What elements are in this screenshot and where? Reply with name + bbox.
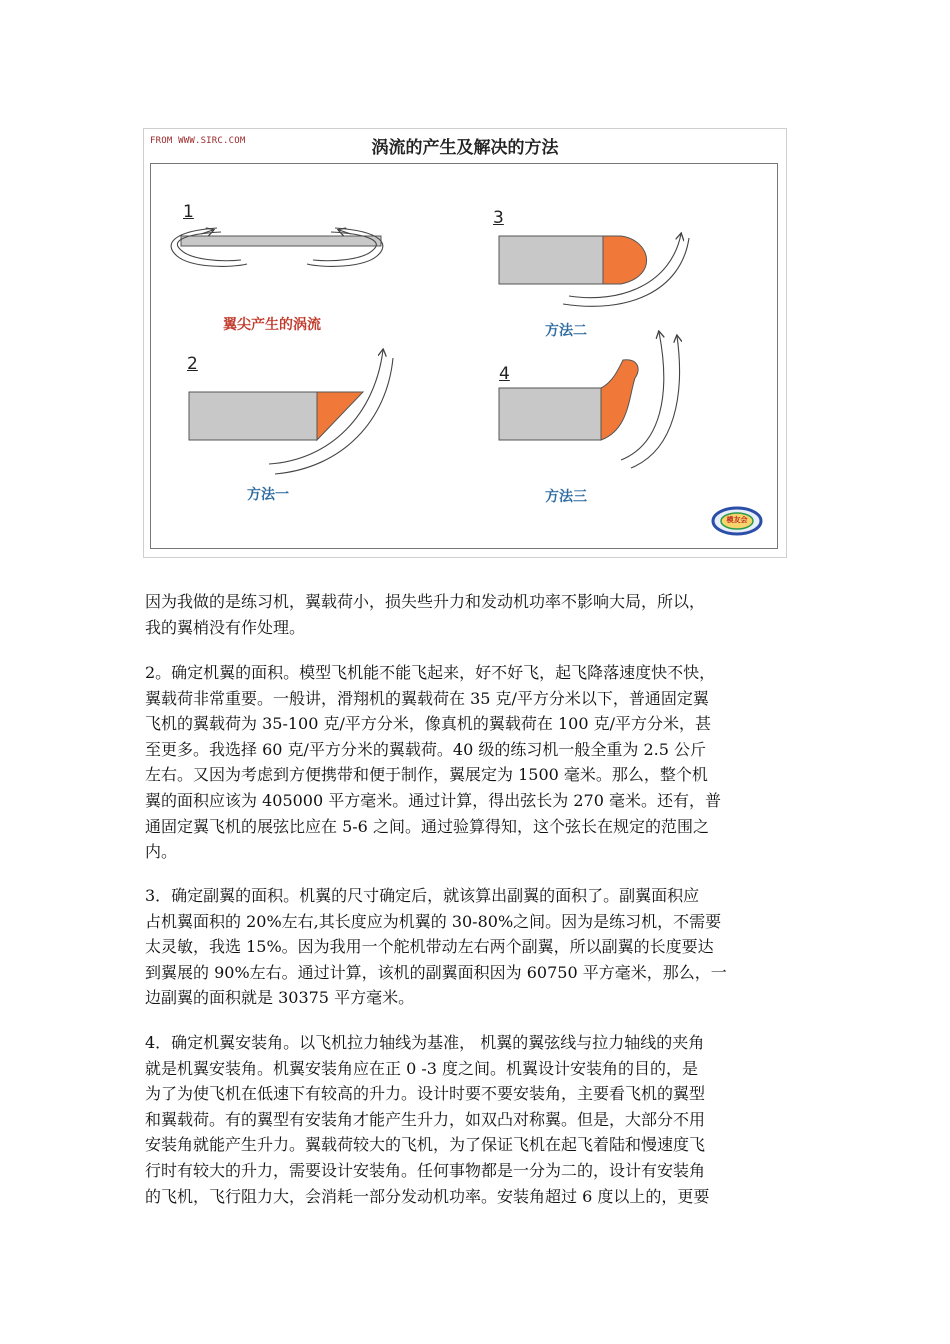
club-logo	[711, 506, 763, 536]
panel-number-1: 1	[183, 202, 194, 222]
text-line: 边副翼的面积就是 30375 平方毫米。	[145, 988, 415, 1008]
text-line: 太灵敏，我选 15%。因为我用一个舵机带动左右两个副翼，所以副翼的长度要达	[145, 937, 714, 957]
text-line: 2。确定机翼的面积。模型飞机能不能飞起来，好不好飞，起飞降落速度快不快，	[145, 663, 716, 682]
text-line: 通固定翼飞机的展弦比应在 5-6 之间。通过验算得知，这个弦长在规定的范围之	[145, 816, 709, 836]
wing-3	[499, 236, 603, 284]
panel-number-3: 3	[493, 208, 504, 228]
text-line: 4．确定机翼安装角。以飞机拉力轴线为基准， 机翼的翼弦线与拉力轴线的夹角	[145, 1033, 705, 1052]
text-line: 翼的面积应该为 405000 平方毫米。通过计算，得出弦长为 270 毫米。还有，普	[145, 790, 721, 810]
text-line: 左右。又因为考虑到方便携带和便于制作，翼展定为 1500 毫米。那么，整个机	[145, 765, 708, 785]
wing-1	[181, 236, 381, 246]
logo-text: 模友会	[726, 516, 748, 524]
tip-3	[603, 236, 647, 284]
vortex-label: 翼尖产生的涡流	[223, 317, 321, 333]
text-line: 安装角就能产生升力。翼载荷较大的飞机，为了保证飞机在起飞着陆和慢速度飞	[145, 1135, 706, 1155]
method-label-2: 方法二	[545, 323, 587, 339]
wingtip-vortex-figure	[143, 128, 787, 558]
text-line: 到翼展的 90%左右。通过计算，该机的副翼面积因为 60750 平方毫米，那么，一	[145, 962, 727, 982]
figure-panel	[150, 163, 778, 549]
vortex-diagram	[151, 164, 777, 548]
paragraph-3	[145, 883, 810, 1011]
text-line: 为了为使飞机在低速下有较高的升力。设计时要不要安装角，主要看飞机的翼型	[145, 1084, 706, 1104]
panel-number-2: 2	[187, 354, 198, 374]
text-line: 内。	[145, 842, 178, 862]
text-line: 行时有较大的升力，需要设计安装角。任何事物都是一分为二的，设计有安装角	[145, 1160, 706, 1180]
method-label-1: 方法一	[247, 487, 289, 503]
figure-title: 涡流的产生及解决的方法	[371, 138, 559, 158]
figure-source: FROM WWW.SIRC.COM	[150, 136, 246, 146]
text-line: 3．确定副翼的面积。机翼的尺寸确定后，就该算出副翼的面积了。副翼面积应	[145, 886, 700, 905]
text-line: 翼载荷非常重要。一般讲，滑翔机的翼载荷在 35 克/平方分米以下，普通固定翼	[145, 688, 709, 708]
method-label-3: 方法三	[545, 489, 587, 505]
text-line: 占机翼面积的 20%左右,其长度应为机翼的 30-80%之间。因为是练习机，不需要	[145, 911, 722, 931]
tip-2	[317, 392, 363, 440]
text-line: 至更多。我选择 60 克/平方分米的翼载荷。40 级的练习机一般全重为 2.5 公斤	[145, 739, 706, 759]
wing-2	[189, 392, 317, 440]
tip-4	[601, 360, 638, 440]
paragraph-1	[145, 589, 810, 640]
text-line: 和翼载荷。有的翼型有安装角才能产生升力，如双凸对称翼。但是，大部分不用	[145, 1109, 706, 1129]
text-line: 我的翼梢没有作处理。	[145, 617, 306, 637]
text-line: 飞机的翼载荷为 35-100 克/平方分米，像真机的翼载荷在 100 克/平方分米，甚	[145, 714, 711, 734]
text-line: 因为我做的是练习机，翼载荷小，损失些升力和发动机功率不影响大局，所以，	[145, 592, 706, 611]
text-line: 的飞机，飞行阻力大，会消耗一部分发动机功率。安装角超过 6 度以上的，更要	[145, 1186, 710, 1206]
wing-4	[499, 388, 601, 440]
text-line: 就是机翼安装角。机翼安装角应在正 0 -3 度之间。机翼设计安装角的目的，是	[145, 1058, 699, 1078]
paragraph-2	[145, 660, 810, 865]
paragraph-4	[145, 1030, 810, 1209]
panel-number-4: 4	[499, 364, 510, 384]
